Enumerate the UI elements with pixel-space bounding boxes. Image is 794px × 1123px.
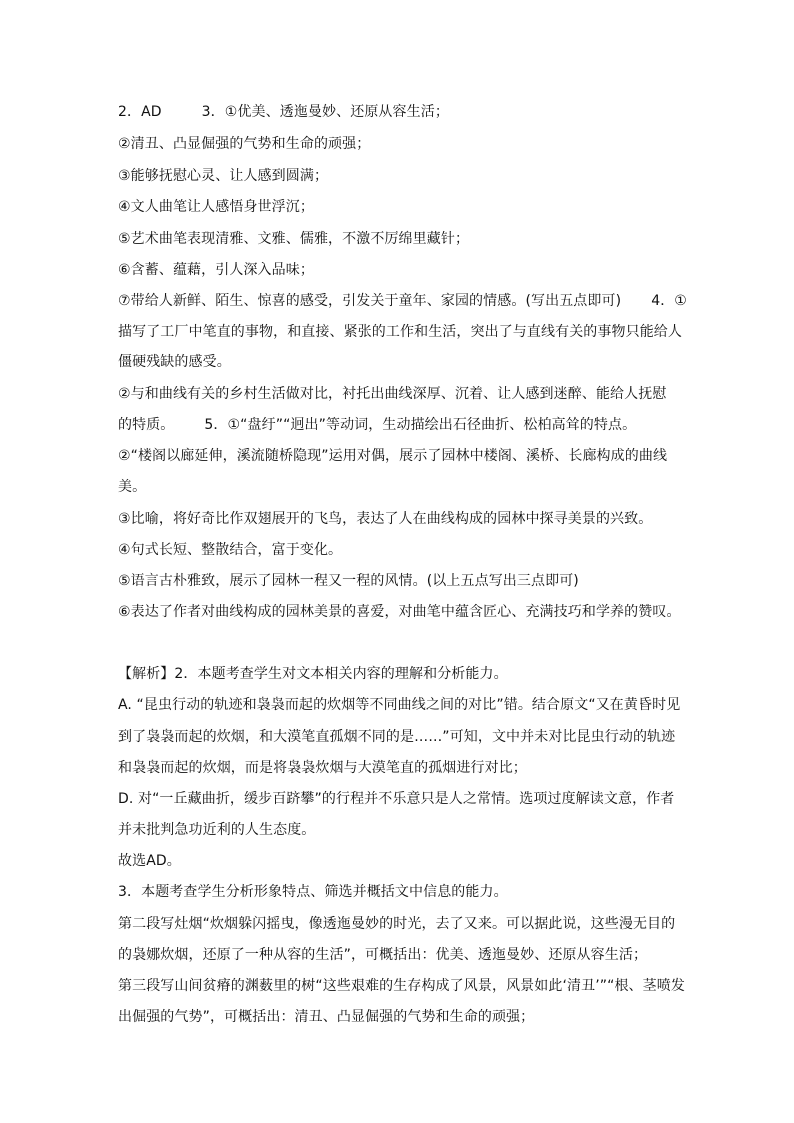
answer-line-13: 美。 <box>118 479 147 495</box>
answer-4-start: 4．① <box>651 293 687 309</box>
answer-line-16: ⑤语言古朴雅致，展示了园林一程又一程的风情。(以上五点写出三点即可) <box>118 573 579 589</box>
answer-line-6: ⑥含蓄、蕴藉，引人深入品味； <box>118 262 314 278</box>
answer-line-2: ②清丑、凸显倔强的气势和生命的顽强； <box>118 136 371 152</box>
analysis-line-5: D. 对“一丘藏曲折，缓步百跻攀”的行程并不乐意只是人之常情。选项过度解读文意，作者 <box>118 791 675 807</box>
answer-line-10: ②与和曲线有关的乡村生活做对比，衬托出曲线深厚、沉着、让人感到迷醉、能给人抚慰 <box>118 386 667 402</box>
answer-line-11 <box>118 415 718 435</box>
answer-line-9: 僵硬残缺的感受。 <box>118 354 231 370</box>
answer-line-14: ③比喻，将好奇比作双翅展开的飞鸟，表达了人在曲线构成的园林中探寻美景的兴致。 <box>118 511 653 527</box>
answer-line-17: ⑥表达了作者对曲线构成的园林美景的喜爱，对曲笔中蕴含匠心、充满技巧和学养的赞叹。 <box>118 604 681 620</box>
answer-2: 2．AD <box>118 104 162 120</box>
analysis-line-11: 第三段写山间贫瘠的渊薮里的树“这些艰难的生存构成了风景，风景如此‘清丑’”“根、茎喷发 <box>118 978 685 994</box>
analysis-line-6: 并未批判急功近利的人生态度。 <box>118 822 316 838</box>
analysis-line-10: 的袅娜炊烟，还原了一种从容的生活”，可概括出：优美、透迤曼妙、还原从容生活； <box>118 947 648 963</box>
analysis-line-2: A. “昆虫行动的轨迹和袅袅而起的炊烟等不同曲线之间的对比”错。结合原文“又在黄昏时见 <box>118 697 681 713</box>
answer-3-point-7: ⑦带给人新鲜、陌生、惊喜的感受，引发关于童年、家园的情感。(写出五点即可) <box>118 293 622 309</box>
answer-3-point-1: 3．①优美、透迤曼妙、还原从容生活； <box>201 104 449 120</box>
answer-line-4: ④文人曲笔让人感悟身世浮沉； <box>118 199 314 215</box>
answer-4-end: 的特质。 <box>118 417 175 433</box>
analysis-line-8: 3．本题考查学生分析形象特点、筛选并概括文中信息的能力。 <box>118 884 508 900</box>
analysis-line-1: 【解析】2．本题考查学生对文本相关内容的理解和分析能力。 <box>118 666 508 682</box>
analysis-line-3: 到了袅袅而起的炊烟，和大漠笔直孤烟不同的是……”可知，文中并未对比昆虫行动的轨迹 <box>118 729 676 745</box>
analysis-line-7: 故选AD。 <box>118 853 181 869</box>
answer-line-5: ⑤艺术曲笔表现清雅、文雅、儒雅，不激不厉绵里藏针； <box>118 231 470 247</box>
analysis-line-9: 第二段写灶烟“炊烟躲闪摇曳，像透迤曼妙的时光，去了又来。可以据此说，这些漫无目的 <box>118 916 676 932</box>
answer-line-8: 描写了工厂中笔直的事物，和直接、紧张的工作和生活，突出了与直线有关的事物只能给人 <box>118 324 682 340</box>
analysis-line-12: 出倔强的气势”，可概括出：清丑、凸显倔强的气势和生命的顽强； <box>118 1009 535 1025</box>
answer-line-1 <box>118 102 718 122</box>
analysis-line-4: 和袅袅而起的炊烟，而是将袅袅炊烟与大漠笔直的孤烟进行对比； <box>118 760 527 776</box>
answer-line-7 <box>118 291 718 311</box>
answer-line-12: ②“楼阁以廊延伸，溪流随桥隐现”运用对偶，展示了园林中楼阁、溪桥、长廊构成的曲线 <box>118 448 668 464</box>
answer-line-15: ④句式长短、整散结合，富于变化。 <box>118 542 343 558</box>
answer-line-3: ③能够抚慰心灵、让人感到圆满； <box>118 168 329 184</box>
answer-5-point-1: 5．①“盘纡”“迥出”等动词，生动描绘出石径曲折、松柏高耸的特点。 <box>204 417 637 433</box>
